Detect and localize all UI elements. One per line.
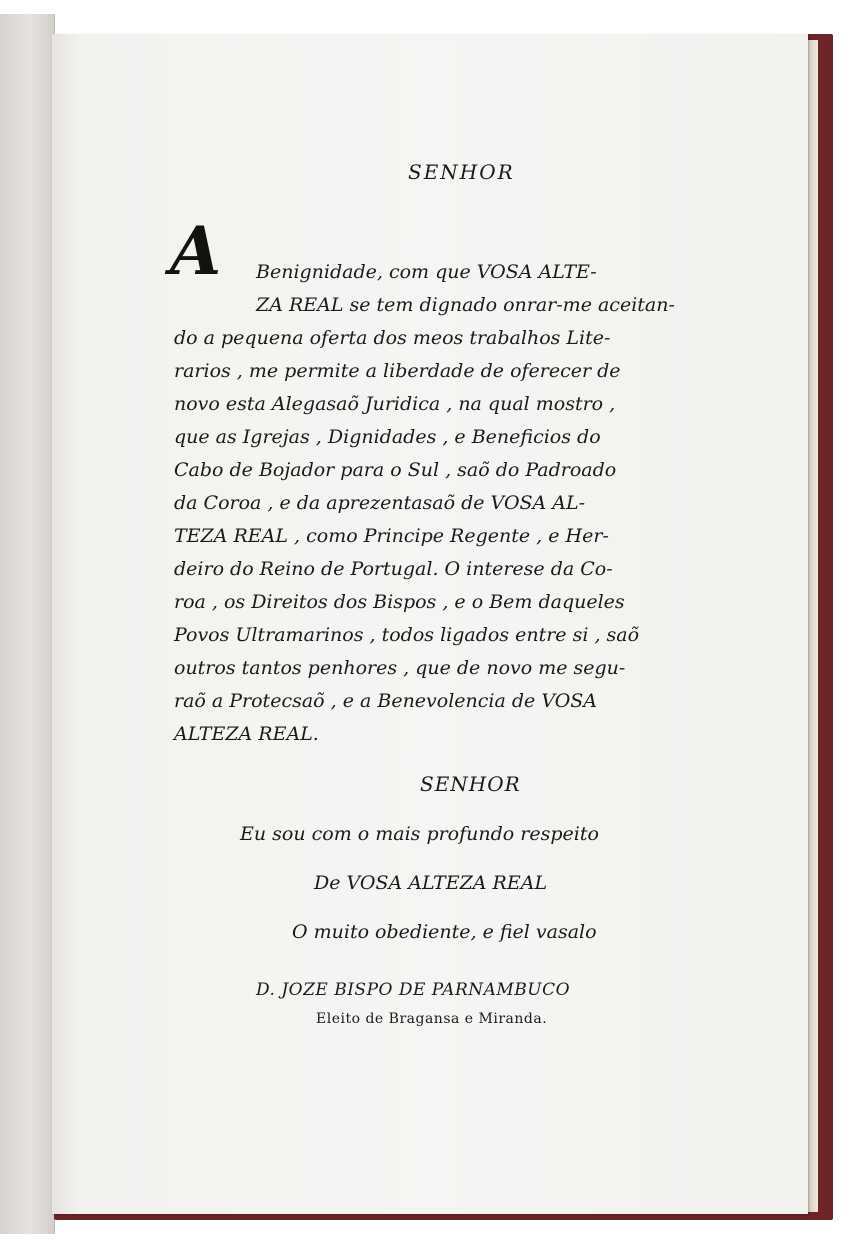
closing-vassal-line: O muito obediente, e fiel vasalo <box>292 921 597 943</box>
page-heading: SENHOR <box>408 160 515 184</box>
body-line: ZA REAL se tem dignado onrar-me aceitan- <box>256 294 675 316</box>
body-line: rarios , me permite a liberdade de oferecer de <box>174 360 621 382</box>
body-line: roa , os Direitos dos Bispos , e o Bem daqueles <box>174 591 625 613</box>
signature-subtitle: Eleito de Bragansa e Miranda. <box>316 1011 548 1027</box>
body-line: Povos Ultramarinos , todos ligados entre si , saõ <box>174 624 640 646</box>
left-facing-page-edge <box>0 14 55 1234</box>
signature-name: D. JOZE BISPO DE PARNAMBUCO <box>256 980 571 1000</box>
dedication-page <box>52 34 808 1214</box>
body-line: novo esta Alegasaõ Juridica , na qual mostro , <box>174 393 616 415</box>
closing-salutation: SENHOR <box>420 772 521 796</box>
body-line: ALTEZA REAL. <box>174 723 319 745</box>
closing-respect-line: Eu sou com o mais profundo respeito <box>240 823 599 845</box>
body-line: da Coroa , e da aprezentasaõ de VOSA AL- <box>174 492 586 514</box>
body-line: outros tantos penhores , que de novo me segu- <box>174 657 626 679</box>
body-line: TEZA REAL , como Principe Regente , e Her- <box>174 525 609 547</box>
body-line: deiro do Reino de Portugal. O interese da Co- <box>174 558 613 580</box>
body-line: Benignidade, com que VOSA ALTE- <box>256 261 597 283</box>
body-line: do a pequena oferta dos meos trabalhos Lite- <box>174 327 611 349</box>
body-line: Cabo de Bojador para o Sul , saõ do Padroado <box>174 459 617 481</box>
drop-cap-letter: A <box>170 212 222 290</box>
body-line: que as Igrejas , Dignidades , e Beneficios do <box>174 426 601 448</box>
body-line: raõ a Protecsaõ , e a Benevolencia de VOSA <box>174 690 598 712</box>
closing-address-line: De VOSA ALTEZA REAL <box>314 872 548 894</box>
